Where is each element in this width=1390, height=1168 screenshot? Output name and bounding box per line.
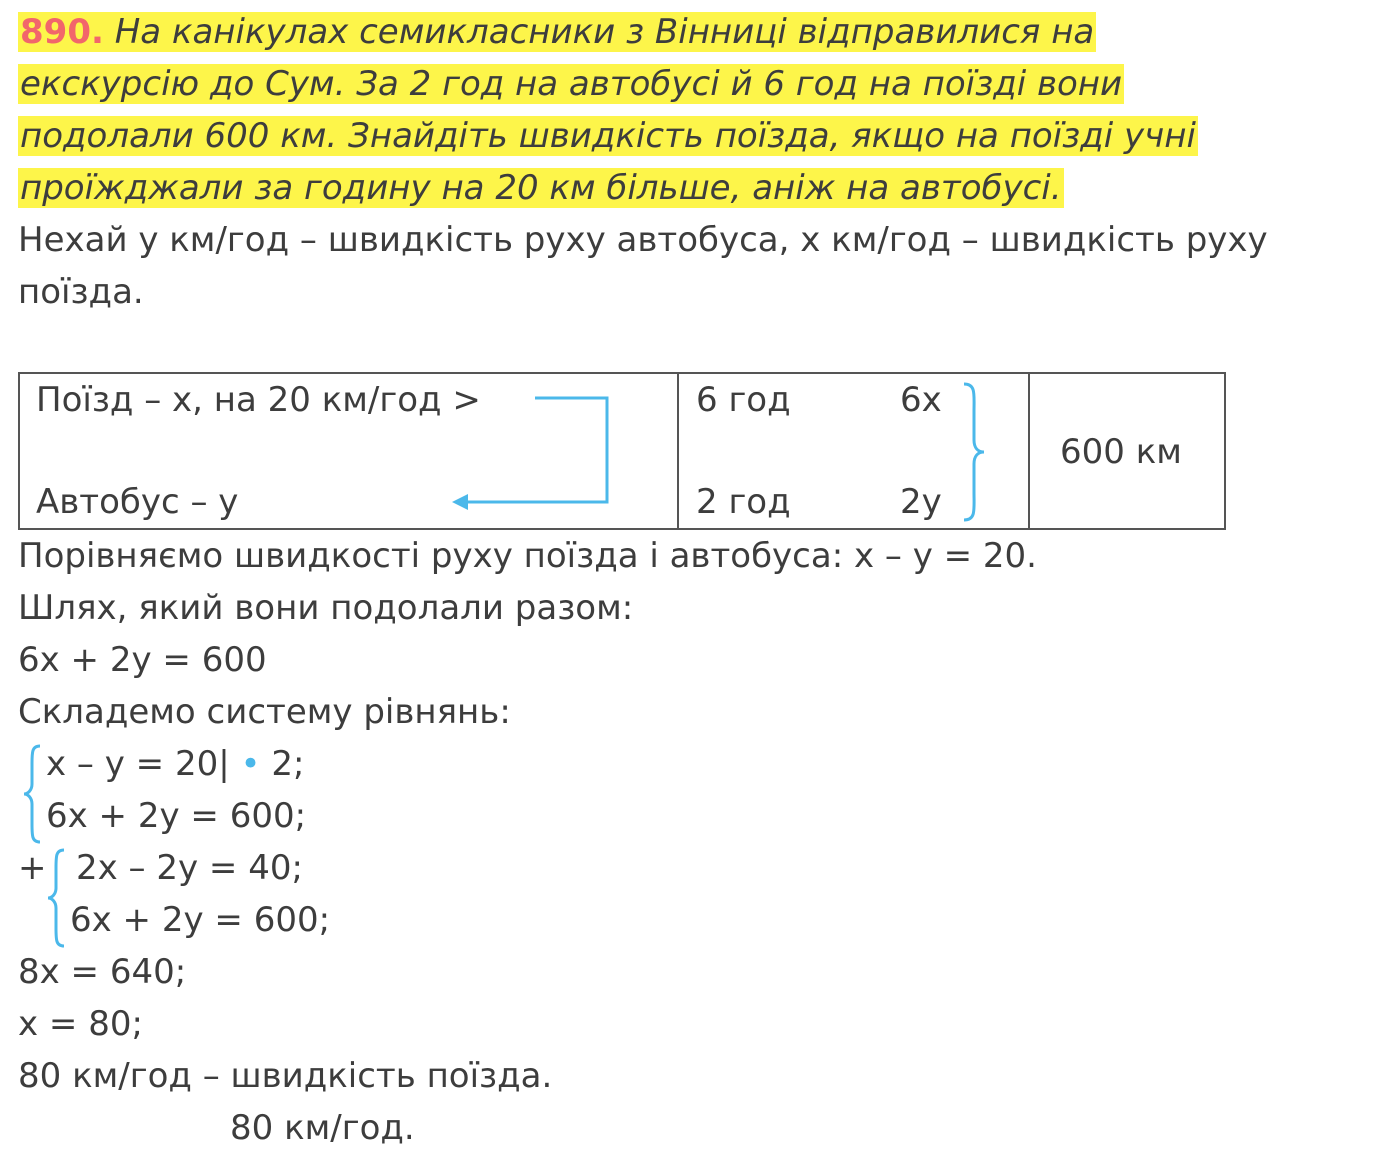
problem-line-3: [18, 114, 1198, 158]
system-1-eq-2: 6х + 2у = 600;: [46, 796, 307, 836]
intro-line-1: Нехай у км/год – швидкість руху автобуса, х км/год – швидкість руху: [18, 220, 1268, 260]
multiply-dot-icon: •: [240, 744, 261, 784]
table-divider-2: [1028, 374, 1030, 528]
result-line-1: 8х = 640;: [18, 952, 187, 992]
system-1-eq-1-text: х – у = 20|: [46, 744, 230, 784]
problem-line-2: [18, 62, 1124, 106]
system-line: Складемо систему рівнянь:: [18, 692, 511, 732]
problem-line-1: [18, 10, 1096, 54]
path-equation: 6х + 2у = 600: [18, 640, 267, 680]
answer: 80 км/год.: [230, 1108, 415, 1148]
table-divider-1: [677, 374, 679, 528]
problem-number: 890.: [20, 12, 104, 52]
problem-text-1: На канікулах семикласники з Вінниці відправилися на: [114, 12, 1095, 52]
intro-line-2: поїзда.: [18, 272, 144, 312]
curly-brace-icon: [960, 382, 990, 522]
path-line: Шлях, який вони подолали разом:: [18, 588, 634, 628]
train-label: Поїзд – х, на 20 км/год >: [36, 380, 481, 420]
compare-arrow-icon: [530, 392, 630, 512]
system-1-eq-1: [46, 742, 304, 786]
system-2-eq-2: 6х + 2у = 600;: [70, 900, 331, 940]
result-line-3: 80 км/год – швидкість поїзда.: [18, 1056, 553, 1096]
bus-time: 2 год: [696, 482, 791, 522]
multiplier: 2;: [271, 744, 305, 784]
problem-text-4: проїжджали за годину на 20 км більше, аніж на автобусі.: [20, 168, 1062, 208]
system-brace-icon: [22, 744, 44, 844]
bus-label: Автобус – у: [36, 482, 239, 522]
train-distance: 6х: [900, 380, 942, 420]
train-time: 6 год: [696, 380, 791, 420]
total-distance: 600 км: [1060, 432, 1182, 472]
problem-line-4: [18, 166, 1064, 210]
system-brace-icon: [46, 848, 68, 948]
compare-line: Порівняємо швидкості руху поїзда і автобуса: х – у = 20.: [18, 536, 1037, 576]
result-line-2: х = 80;: [18, 1004, 143, 1044]
data-table: [18, 372, 1226, 530]
bus-distance: 2у: [900, 482, 942, 522]
system-2-eq-1: 2х – 2у = 40;: [76, 848, 303, 888]
problem-text-3: подолали 600 км. Знайдіть швидкість поїзда, якщо на поїзді учні: [20, 116, 1196, 156]
plus-sign: +: [18, 848, 47, 888]
problem-text-2: екскурсію до Сум. За 2 год на автобусі й 6 год на поїзді вони: [20, 64, 1123, 104]
